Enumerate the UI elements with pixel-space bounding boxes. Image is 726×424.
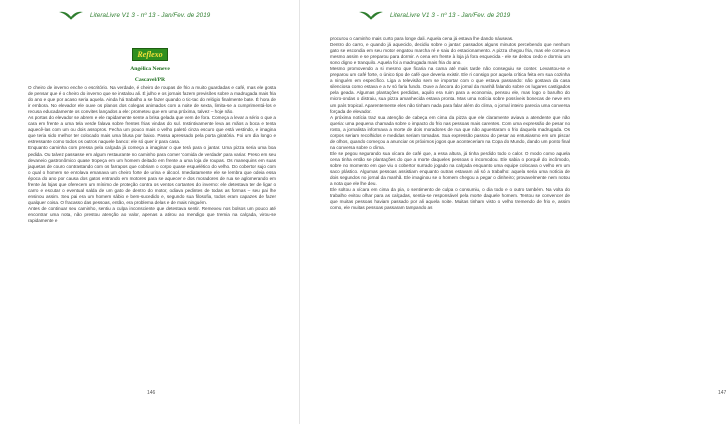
story-title-block bbox=[0, 44, 300, 84]
author-place: Cascavel/PR bbox=[134, 77, 166, 83]
paragraph: Enquanto caminha com pressa pela calçada já começa a imaginar o que terá para o jantar. Uma pizza seria uma boa pedida. Ou talvez passasse em algum restaurante no caminho para comer 'comida de verdade' para variar. Preso em seu devaneio gastronômico quase tropeça em um homem deitado em frente a uma loja de roupas. Os manequins em suas jaquetas de couro contrastando com os farrapos que cobriam o corpo quase esquelético do velho. Do cobertor sujo com o qual o homem se enrolava emanava um cheiro forte de urina e álcool. Imediatamente ele se lembra que odeia essa época do ano por causa dos gatos entrando em motores para se aquecer e dos moradores de rua se aglomerando em frente às lojas que oferecem um mínimo de proteção contra os ventos cortantes do inverno: ele detestava ter de ligar o carro e escutar o eventual salda de um gato de dentro do motor, odiava pedintes de todas as formas – seu pai lhe ensinou assim. Seu pai era um homem sábio e bem-sucedido e, segundo sua filosofia, todos eram capazes de fazer qualquer coisa. O fracasso das pessoas, então, era problema delas e de mais ninguém. bbox=[28, 145, 276, 205]
left-body-text bbox=[28, 85, 276, 224]
header-text: LiteraLivre V1 3 - nº 13 - Jan/Fev. de 2019 bbox=[390, 11, 511, 19]
paragraph: procurou o caminho mais curto para longe dali. Aquela cena já estava lhe dando náuseas. bbox=[330, 36, 514, 41]
story-title: Reflexo bbox=[132, 48, 167, 61]
paragraph: A próxima notícia traz sua atenção de cabeça em cima da pizza que ele claramente aviava a atendente que não queria: uma pequena chamada sobre o impacto do frio nas pessoas mais carentes. Com uma expressão de pesar no rosto, a jornalista informava a morte de dois moradores de rua que não aguentaram o frio daquela madrugada. Os corpos seriam recolhidos e medidas seriam tomadas. Sua expressão passou do pesar ao entusiasmo em um piscar de olhos, quando começou a anunciar os próximos jogos que aconteceriam na Copa do Mundo, dando um ponto final na conversa sobre o clima. bbox=[330, 114, 570, 150]
paragraph: Ele soltou a xícara em cima da pia, o sentimento de culpa o consumiu, o dia todo e o outro também. Na volta do trabalho evitou olhar para as calçadas, sentia-se responsável pela morte daquele homem. Tentou se convencer de que muitas pessoas haviam passado por ali aquela noite. Muitas tinham visto o velho tremendo de frio e, assim como, ele muitas pessoas passaram tampando as bbox=[330, 187, 570, 211]
paragraph: Mesmo promovendo a si mesmo que ficaria na cama até mais tarde não conseguiu se conter. Levantou-se e preparou um café forte, o único tipo de café que deveria existir. Ele ri consigo por aquela crítica feita em sua cozinha a ninguém em específico. Liga a televisão sem se importar com o que estava passando: não gostava da casa silenciosa como estava e a tv só faria fundo. Ouve a âncora do jornal da manhã falando sobre os lugares castigados pela geada. Algumas plantações perdidas, aquilo era ruim para a economia, pensou ele, mas logo o barulho do micro-ondas o distraiu, sua pizza amanhecida estava pronta. Mas uma notícia sobre possíveis bonecas de neve em um país tropical. Aparentemente eles não tinham nada para falar além do clima, o jornal inteiro parecia uma conversa forçada de elevador. bbox=[330, 66, 570, 114]
header-text: LiteraLivre V1 3 - nº 13 - Jan/Fev. de 2019 bbox=[90, 11, 211, 19]
paragraph: Antes de continuar seu caminho, sentiu a culpa inconsciente que detestava sentir. Remexeu nos bolsos um pouco até encontrar uma nota, não prestou atenção ao valor, apenas a atirou ao mendigo que tremia na calçada, virou-se rapidamente e bbox=[28, 205, 276, 224]
right-body-text bbox=[330, 36, 570, 211]
right-page-header bbox=[358, 8, 510, 22]
paragraph: O cheiro de inverno enche o escritório. Na verdade, é cheiro de roupas de frio a muito guardadas e café, mas ele gosta de pensar que é o cheiro do inverno que se instalou ali. É julho e os jornais fazem previsões sobre a madrugada mais fria do ano e que por acaso seria aquela. Ainda há trabalho a se fazer quando o tic-tac do relógio finalmente bate. É hora de ir embora. No elevador ele ouve os planos dos colegas animados com a noite de sexta, limita-se a cumprimentá-los e recusa educadamente os convites lançados a ele: prometeu que em uma próxima, talvez – hoje não. bbox=[28, 85, 276, 115]
bird-wings-icon bbox=[358, 9, 384, 21]
bird-wings-icon bbox=[58, 9, 84, 21]
paragraph: As portas do elevador se abrem e ele rapidamente sente a brisa gelada que vem de fora. Começa a levar a sério o que a cara em frente a uma tela verde falava sobre frentes frias vindas do sul. Instintivamente leva as mãos a boca e tenta aquecê-las com um ou dois assopros. Fecha um pouco mais o velho paletó cinza escuro que está vestindo, e imagina que teria sido melhor ter colocado mais uma blusa por baixo. Passa apressado pela porta giratória. Foi um dia longo e estressante como todos os outros naquele banco: ele só quer ir para casa. bbox=[28, 115, 276, 145]
left-page-header bbox=[58, 8, 210, 22]
paragraph: Ele se pegou segurando sua xícara de café que, a essa altura, já tinha perdido todo o calor. O modo como aquela cena tinha então se plantações do que a morte daqueles pessoas o incomodou. Ele sabia o porquê do incômodo, sobre no momento em que viu o cobertor surrado jogado na calçada enquanto uma equipe colocava o velho em um saco plástico. Algumas pessoas assistiam enquanto outras estavam ali só a trabalho: aquela seria uma notícia de dois segundos no jornal da manhã. Ele imaginou se o homem chegou a pegar o dinheiro; provavelmente nem notou a nota que ele lhe deu. bbox=[330, 150, 570, 187]
right-page bbox=[300, 0, 726, 424]
left-page bbox=[0, 0, 300, 424]
paragraph: Dentro do carro, e quando já aquecido, decidiu sobre o jantar: passados alguns minutos percebendo que nenhum gato se escondia em seu motor engatou marcha ré e saiu do estacionamento. A pizza chegou fria, mas ele comeu-a mesmo assim e se preparou para dormir. A cena em frente à loja já fora esquecida - ele se deitou cedo e dormiu um sono digno e tranquilo. Aquela foi a madrugada mais fria do ano. bbox=[330, 42, 570, 66]
page-number: 147 bbox=[718, 390, 726, 396]
author-name: Angélica Neneve bbox=[130, 66, 170, 72]
page-number: 146 bbox=[147, 390, 156, 396]
